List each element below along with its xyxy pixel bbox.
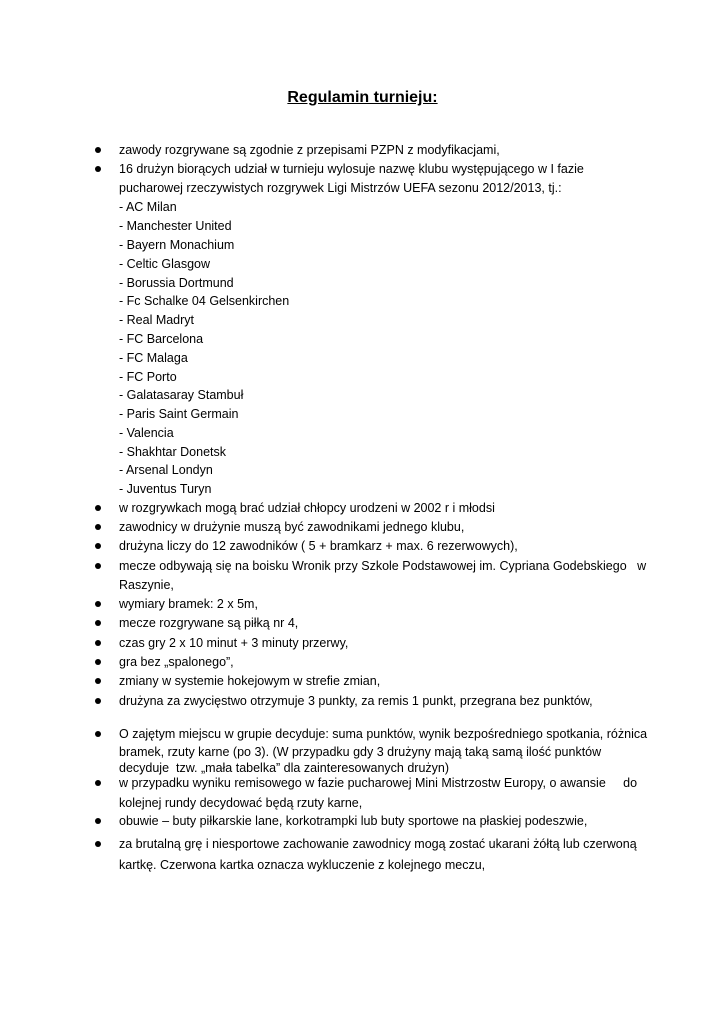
- list-item: drużyna liczy do 12 zawodników ( 5 + bramkarz + max. 6 rezerwowych),: [119, 539, 518, 553]
- list-item: - Celtic Glasgow: [119, 257, 210, 271]
- list-item: mecze rozgrywane są piłką nr 4,: [119, 616, 299, 630]
- list-item: - Shakhtar Donetsk: [119, 445, 226, 459]
- list-item: 16 drużyn biorących udział w turnieju wylosuje nazwę klubu występującego w I fazie: [119, 162, 584, 176]
- list-item: bramek, rzuty karne (po 3). (W przypadku gdy 3 drużyny mają taką samą ilość punktów: [119, 745, 602, 759]
- list-item: O zajętym miejscu w grupie decyduje: suma punktów, wynik bezpośredniego spotkania, różnica: [119, 727, 648, 741]
- list-item: decyduje tzw. „mała tabelka” dla zainteresowanych drużyn): [119, 761, 450, 775]
- bullet-icon: [95, 543, 101, 549]
- bullet-icon: [95, 601, 101, 607]
- list-item: za brutalną grę i niesportowe zachowanie zawodnicy mogą zostać ukarani żółtą lub czerwoną: [119, 837, 637, 851]
- list-item: wymiary bramek: 2 x 5m,: [119, 597, 258, 611]
- list-item: mecze odbywają się na boisku Wronik przy Szkole Podstawowej im. Cypriana Godebskiego w: [119, 559, 647, 573]
- list-item: zawody rozgrywane są zgodnie z przepisami PZPN z modyfikacjami,: [119, 143, 500, 157]
- bullet-icon: [95, 563, 101, 569]
- list-item: - Paris Saint Germain: [119, 407, 239, 421]
- bullet-icon: [95, 620, 101, 626]
- list-item: pucharowej rzeczywistych rozgrywek Ligi Mistrzów UEFA sezonu 2012/2013, tj.:: [119, 181, 562, 195]
- bullet-icon: [95, 841, 101, 847]
- list-item: - Borussia Dortmund: [119, 276, 234, 290]
- list-item: obuwie – buty piłkarskie lane, korkotrampki lub buty sportowe na płaskiej podeszwie,: [119, 814, 588, 828]
- bullet-icon: [95, 166, 101, 172]
- bullet-icon: [95, 659, 101, 665]
- list-item: - FC Malaga: [119, 351, 188, 365]
- list-item: - Valencia: [119, 426, 174, 440]
- bullet-icon: [95, 698, 101, 704]
- document-title: Regulamin turnieju:: [287, 89, 438, 106]
- list-item: - Fc Schalke 04 Gelsenkirchen: [119, 294, 290, 308]
- bullet-icon: [95, 147, 101, 153]
- list-item: - FC Barcelona: [119, 332, 204, 346]
- list-item: - Juventus Turyn: [119, 482, 212, 496]
- list-item: czas gry 2 x 10 minut + 3 minuty przerwy,: [119, 636, 349, 650]
- bullet-icon: [95, 505, 101, 511]
- list-item: kolejnej rundy decydować będą rzuty karne,: [119, 796, 363, 810]
- bullet-icon: [95, 678, 101, 684]
- list-item: gra bez „spalonego”,: [119, 655, 234, 669]
- list-item: drużyna za zwycięstwo otrzymuje 3 punkty, za remis 1 punkt, przegrana bez punktów,: [119, 694, 593, 708]
- bullet-icon: [95, 731, 101, 737]
- list-item: w rozgrywkach mogą brać udział chłopcy urodzeni w 2002 r i młodsi: [119, 501, 495, 515]
- bullet-icon: [95, 780, 101, 786]
- bullet-icon: [95, 818, 101, 824]
- list-item: - FC Porto: [119, 370, 177, 384]
- list-item: - Galatasaray Stambuł: [119, 388, 244, 402]
- list-item: - Manchester United: [119, 219, 232, 233]
- bullet-icon: [95, 640, 101, 646]
- list-item: Raszynie,: [119, 578, 174, 592]
- list-item: zmiany w systemie hokejowym w strefie zmian,: [119, 674, 381, 688]
- list-item: - Real Madryt: [119, 313, 195, 327]
- list-item: w przypadku wyniku remisowego w fazie pucharowej Mini Mistrzostw Europy, o awansie do: [119, 776, 638, 790]
- list-item: kartkę. Czerwona kartka oznacza wykluczenie z kolejnego meczu,: [119, 858, 486, 872]
- bullet-icon: [95, 524, 101, 530]
- list-item: - Arsenal Londyn: [119, 463, 213, 477]
- list-item: zawodnicy w drużynie muszą być zawodnikami jednego klubu,: [119, 520, 465, 534]
- list-item: - Bayern Monachium: [119, 238, 235, 252]
- list-item: - AC Milan: [119, 200, 177, 214]
